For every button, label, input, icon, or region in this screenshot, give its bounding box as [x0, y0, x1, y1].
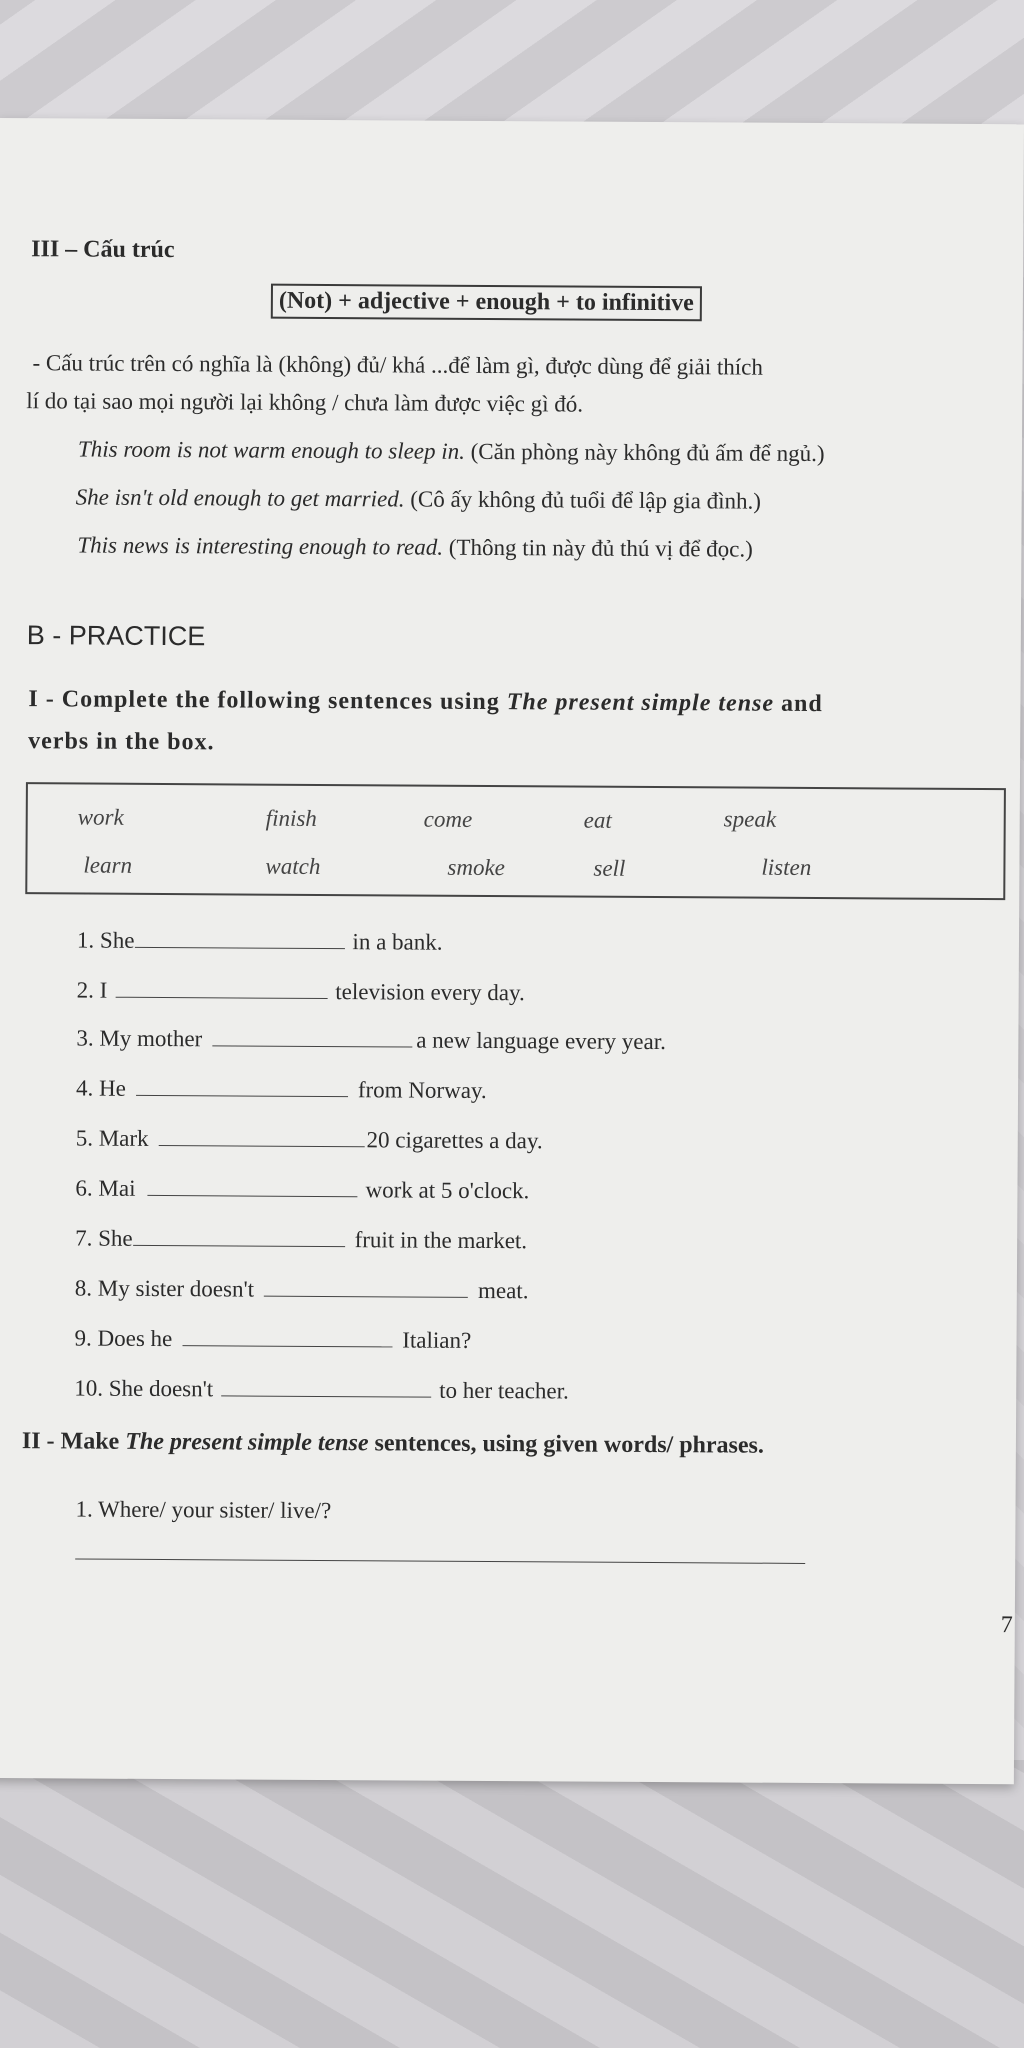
example-3-translation: (Thông tin này đủ thú vị để đọc.): [448, 534, 753, 562]
practice-heading: B - PRACTICE: [26, 620, 206, 652]
exercise-1-item-9: 9. Does he Italian?: [74, 1325, 472, 1353]
example-2: [76, 484, 761, 514]
verb-word: speak: [723, 806, 777, 832]
verb-word: watch: [265, 853, 321, 879]
page-number: 7: [1000, 1612, 1013, 1639]
answer-line[interactable]: [75, 1558, 805, 1563]
verb-word: come: [423, 806, 473, 832]
verb-word: listen: [761, 854, 812, 880]
exercise-1-instruction-line-1: I - Complete the following sentences using The present simple tense and: [28, 686, 823, 718]
example-2-translation: (Cô ấy không đủ tuổi để lập gia đình.): [410, 486, 762, 514]
answer-blank[interactable]: [115, 977, 327, 999]
answer-blank[interactable]: [136, 1075, 348, 1097]
explanation-line-2: lí do tại sao mọi người lại không / chưa làm được việc gì đó.: [26, 388, 584, 417]
verb-box: [25, 782, 1006, 900]
example-1-translation: (Căn phòng này không đủ ấm để ngủ.): [470, 438, 825, 467]
answer-blank[interactable]: [134, 927, 344, 949]
verb-word: smoke: [447, 854, 505, 881]
exercise-1-item-1: 1. She in a bank.: [76, 927, 443, 955]
structure-formula: (Not) + adjective + enough + to infinitive: [271, 284, 702, 322]
answer-blank[interactable]: [133, 1225, 345, 1247]
example-3: [77, 532, 753, 562]
exercise-1-item-10: 10. She doesn't to her teacher.: [74, 1375, 569, 1404]
exercise-1-item-6: 6. Mai work at 5 o'clock.: [75, 1175, 530, 1204]
answer-blank[interactable]: [159, 1125, 365, 1147]
exercise-1-instruction-line-2: verbs in the box.: [28, 728, 215, 756]
explanation-line-1: - Cấu trúc trên có nghĩa là (không) đủ/ khá ...để làm gì, được dùng để giải thích: [32, 350, 763, 380]
example-1-english: This room is not warm enough to sleep in.: [77, 436, 466, 464]
answer-blank[interactable]: [221, 1375, 431, 1397]
structure-heading: III – Cấu trúc: [31, 236, 175, 264]
exercise-1-item-4: 4. He from Norway.: [75, 1075, 487, 1103]
exercise-1-item-8: 8. My sister doesn't meat.: [74, 1275, 529, 1304]
answer-blank[interactable]: [182, 1325, 392, 1347]
fabric-background-bottom: [0, 1760, 1024, 2048]
answer-blank[interactable]: [212, 1025, 412, 1047]
exercise-2-instruction: II - Make The present simple tense sentences, using given words/ phrases.: [21, 1428, 765, 1459]
exercise-2-item-1: 1. Where/ your sister/ live/?: [75, 1496, 332, 1524]
verb-word: finish: [265, 805, 317, 831]
verb-word: sell: [593, 855, 626, 881]
example-1: [78, 436, 825, 467]
exercise-1-item-2: 2. I television every day.: [76, 977, 525, 1006]
answer-blank[interactable]: [264, 1276, 468, 1298]
worksheet-page: [0, 118, 1024, 1784]
exercise-1-item-5: 5. Mark 20 cigarettes a day.: [75, 1125, 543, 1154]
example-3-english: This news is interesting enough to read.: [77, 532, 444, 560]
verb-word: learn: [83, 852, 133, 878]
answer-blank[interactable]: [147, 1175, 357, 1197]
exercise-1-item-3: 3. My mother a new language every year.: [76, 1025, 666, 1055]
verb-word: eat: [583, 807, 612, 833]
exercise-1-item-7: 7. She fruit in the market.: [75, 1225, 528, 1254]
example-2-english: She isn't old enough to get married.: [75, 484, 405, 512]
verb-word: work: [77, 804, 124, 830]
